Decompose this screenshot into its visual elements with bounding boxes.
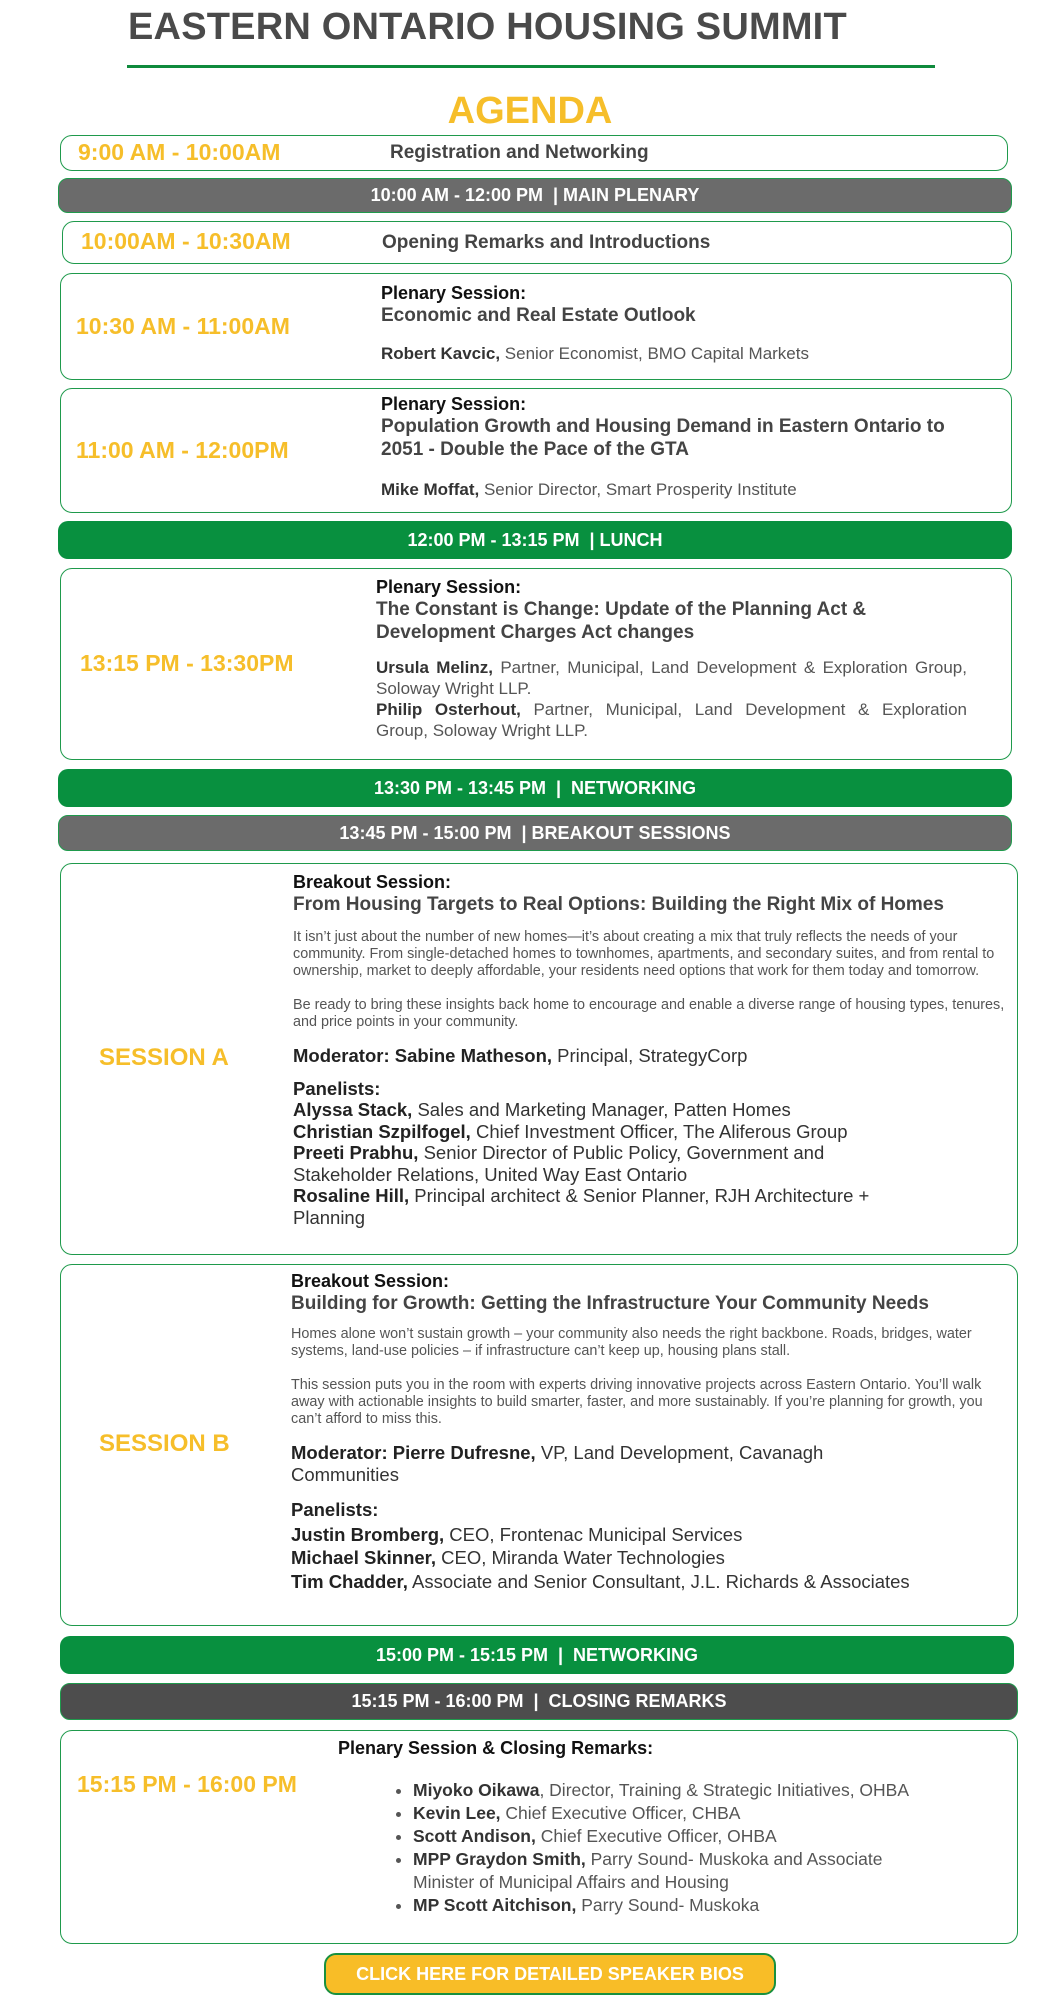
- speaker: Robert Kavcic, Senior Economist, BMO Capital Markets: [381, 344, 809, 363]
- section-bar-main-plenary: 10:00 AM - 12:00 PM | MAIN PLENARY: [58, 178, 1012, 213]
- panelists-heading: Panelists:: [291, 1499, 379, 1520]
- title-divider: [127, 65, 935, 68]
- page-title: EASTERN ONTARIO HOUSING SUMMIT: [128, 6, 847, 48]
- panelist: Christian Szpilfogel, Chief Investment Officer, The Aliferous Group: [293, 1120, 848, 1142]
- row-time: 11:00 AM - 12:00PM: [76, 436, 289, 463]
- agenda-row-constant-change: [60, 568, 1012, 760]
- list-item: • MPP Graydon Smith, Parry Sound- Muskoka and Associate Minister of Municipal Affairs and Housing: [413, 1848, 929, 1894]
- session-type: Breakout Session:: [293, 872, 452, 892]
- speaker: Ursula Melinz, Partner, Municipal, Land Development & Exploration Group, Soloway Wright LLP.: [376, 658, 967, 698]
- row-time: 15:15 PM - 16:00 PM: [77, 1771, 297, 1797]
- row-time: 9:00 AM - 10:00AM: [78, 139, 281, 165]
- agenda-row-population-growth: [60, 388, 1012, 513]
- panelists-heading: Panelists:: [293, 1077, 381, 1099]
- speaker-bios-button[interactable]: CLICK HERE FOR DETAILED SPEAKER BIOS: [324, 1953, 776, 1995]
- speaker: Mike Moffat, Senior Director, Smart Prosperity Institute: [381, 480, 797, 499]
- list-item: • MP Scott Aitchison, Parry Sound- Muskoka: [413, 1894, 929, 1917]
- closing-speakers-list: [389, 1779, 929, 1917]
- session-title: The Constant is Change: Update of the Planning Act & Development Charges Act changes: [376, 599, 867, 643]
- list-item: • Kevin Lee, Chief Executive Officer, CHBA: [413, 1802, 929, 1825]
- agenda-row-economic-outlook: [60, 273, 1012, 380]
- agenda-row-closing: [60, 1730, 1018, 1944]
- panelist: Rosaline Hill, Principal architect & Senior Planner, RJH Architecture + Planning: [293, 1185, 870, 1228]
- panelist: Alyssa Stack, Sales and Marketing Manager, Patten Homes: [293, 1099, 791, 1120]
- session-description: This session puts you in the room with experts driving innovative projects across Eastern Ontario. You’ll walk away with actionable insights to build smarter, faster, and more sustainably. If you’re planning for growth, you can’t afford to miss this.: [291, 1377, 983, 1427]
- row-time: 10:30 AM - 11:00AM: [76, 312, 290, 339]
- session-description: Be ready to bring these insights back home to encourage and enable a diverse range of housing types, tenures, and price points in your community.: [293, 997, 1005, 1030]
- row-time: 13:15 PM - 13:30PM: [80, 650, 294, 676]
- session-type: Plenary Session:: [381, 394, 527, 414]
- section-bar-networking-2: 15:00 PM - 15:15 PM | NETWORKING: [60, 1636, 1014, 1674]
- session-description: It isn’t just about the number of new homes—it’s about creating a mix that truly reflects the needs of your community. From single-detached homes to townhomes, apartments, and secondary suites, and from rental to ownership, market to deeply affordable, your residents need options that work for them today and tomorrow.: [293, 929, 995, 979]
- list-item: • Scott Andison, Chief Executive Officer, OHBA: [413, 1825, 929, 1848]
- session-title: Building for Growth: Getting the Infrastructure Your Community Needs: [291, 1293, 929, 1314]
- panelist: Justin Bromberg, CEO, Frontenac Municipal Services: [291, 1523, 743, 1545]
- session-title: Economic and Real Estate Outlook: [381, 305, 696, 326]
- agenda-heading: AGENDA: [447, 90, 613, 132]
- session-title: From Housing Targets to Real Options: Building the Right Mix of Homes: [293, 894, 944, 915]
- section-bar-networking: 13:30 PM - 13:45 PM | NETWORKING: [58, 769, 1012, 807]
- session-title: Population Growth and Housing Demand in Eastern Ontario to 2051 - Double the Pace of the GTA: [381, 416, 945, 460]
- list-item: • Miyoko Oikawa, Director, Training & Strategic Initiatives, OHBA: [413, 1779, 929, 1802]
- section-bar-breakout: 13:45 PM - 15:00 PM | BREAKOUT SESSIONS: [58, 815, 1012, 851]
- panelist: Preeti Prabhu, Senior Director of Public Policy, Government and Stakeholder Relations, United Way East Ontario: [293, 1142, 825, 1185]
- breakout-session-b: [60, 1264, 1018, 1626]
- agenda-row-opening: [62, 221, 1012, 264]
- section-bar-lunch: 12:00 PM - 13:15 PM | LUNCH: [58, 521, 1012, 559]
- row-label: Opening Remarks and Introductions: [382, 232, 711, 253]
- section-bar-closing-remarks: 15:15 PM - 16:00 PM | CLOSING REMARKS: [60, 1683, 1018, 1720]
- panelist: Michael Skinner, CEO, Miranda Water Technologies: [291, 1547, 725, 1568]
- session-type: Breakout Session:: [291, 1271, 450, 1291]
- speaker: Philip Osterhout, Partner, Municipal, Land Development & Exploration Group, Soloway Wright LLP.: [376, 700, 967, 740]
- moderator: Moderator: Pierre Dufresne, VP, Land Development, Cavanagh Communities: [291, 1442, 824, 1485]
- session-type: Plenary Session:: [381, 283, 527, 303]
- moderator: Moderator: Sabine Matheson, Principal, StrategyCorp: [293, 1045, 748, 1066]
- session-label: SESSION B: [99, 1430, 230, 1457]
- panelist: Tim Chadder, Associate and Senior Consultant, J.L. Richards & Associates: [291, 1570, 910, 1592]
- row-time: 10:00AM - 10:30AM: [81, 228, 291, 254]
- breakout-session-a: [60, 863, 1018, 1255]
- session-type: Plenary Session & Closing Remarks:: [338, 1738, 654, 1758]
- session-label: SESSION A: [99, 1044, 229, 1071]
- session-type: Plenary Session:: [376, 577, 522, 597]
- agenda-row-registration: [60, 135, 1008, 171]
- row-label: Registration and Networking: [390, 142, 649, 163]
- session-description: Homes alone won’t sustain growth – your community also needs the right backbone. Roads, bridges, water systems, land-use policies – if infrastructure can’t keep up, housing plans stall.: [291, 1326, 972, 1359]
